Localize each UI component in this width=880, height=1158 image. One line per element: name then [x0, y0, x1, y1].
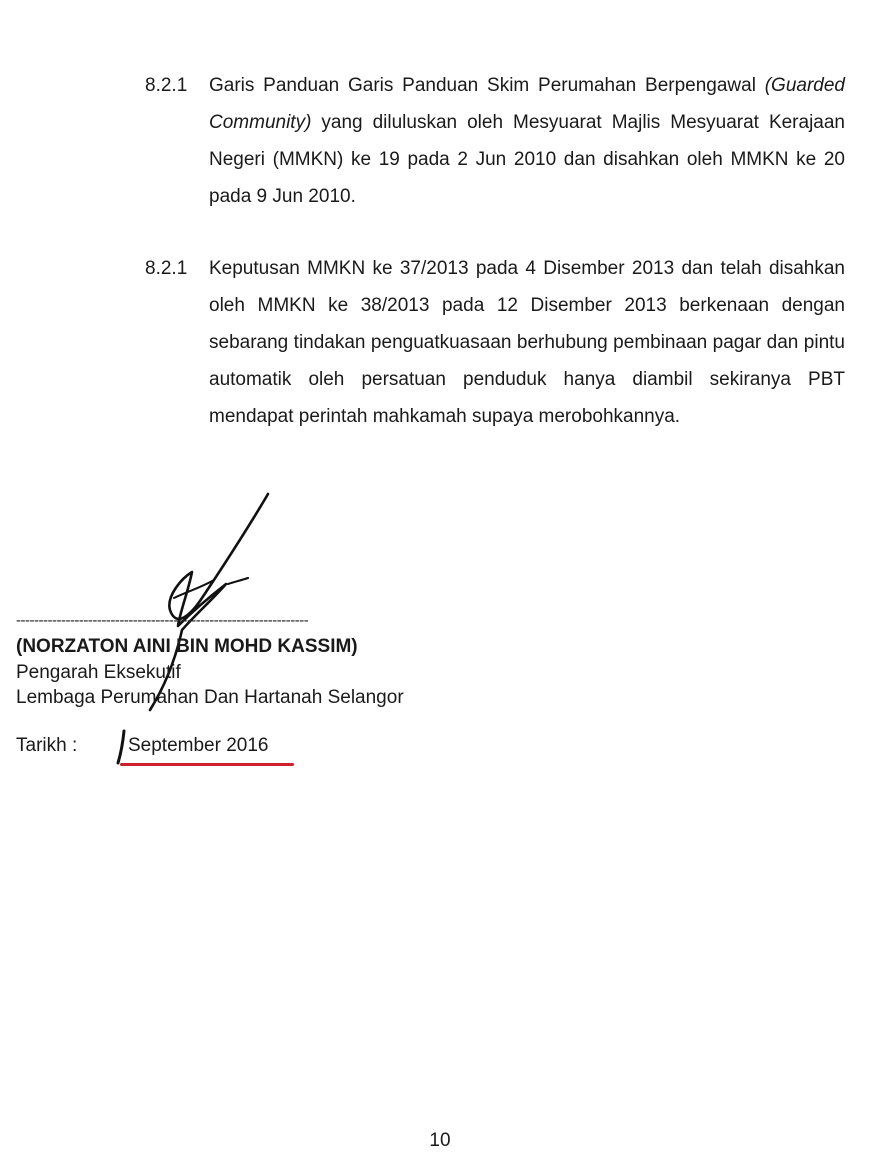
clause-text: Keputusan MMKN ke 37/2013 pada 4 Disember 2013 dan telah disahkan oleh MMKN ke 38/2013 pada 12 Disember 2013 berkenaan dengan sebarang tindakan penguatkuasaan berhubung pembinaan pagar dan pintu automatik oleh persatuan penduduk hanya diambil sekiranya PBT mendapat perintah mahkamah supaya merobohkannya. [209, 258, 845, 427]
signatory-role: Pengarah Eksekutif [16, 662, 181, 683]
clause-text [209, 67, 845, 215]
date-label: Tarikh : [16, 735, 78, 756]
clause-8-2-1-guarded-community [145, 67, 845, 215]
clause-lead-text: Garis Panduan Garis Panduan Skim Perumahan Berpengawal [209, 75, 756, 96]
clause-number: 8.2.1 [145, 258, 188, 279]
signature-line: ----------------------------------------------------------------- [16, 612, 309, 629]
signatory-name: (NORZATON AINI BIN MOHD KASSIM) [16, 636, 358, 657]
page-number: 10 [429, 1130, 451, 1151]
signatory-agency: Lembaga Perumahan Dan Hartanah Selangor [16, 687, 404, 708]
clause-rest-text: yang diluluskan oleh Mesyuarat Majlis Mesyuarat Kerajaan Negeri (MMKN) ke 19 pada 2 Jun 2010 dan disahkan oleh MMKN ke 20 pada 9 Jun 2010. [209, 112, 846, 207]
clause-8-2-1-mmkn-decision [145, 250, 845, 435]
date-highlight-underline [120, 763, 294, 766]
clause-number: 8.2.1 [145, 75, 188, 96]
date-value: September 2016 [128, 735, 269, 756]
clause-italic-term: (Guarded Community) [209, 75, 845, 133]
